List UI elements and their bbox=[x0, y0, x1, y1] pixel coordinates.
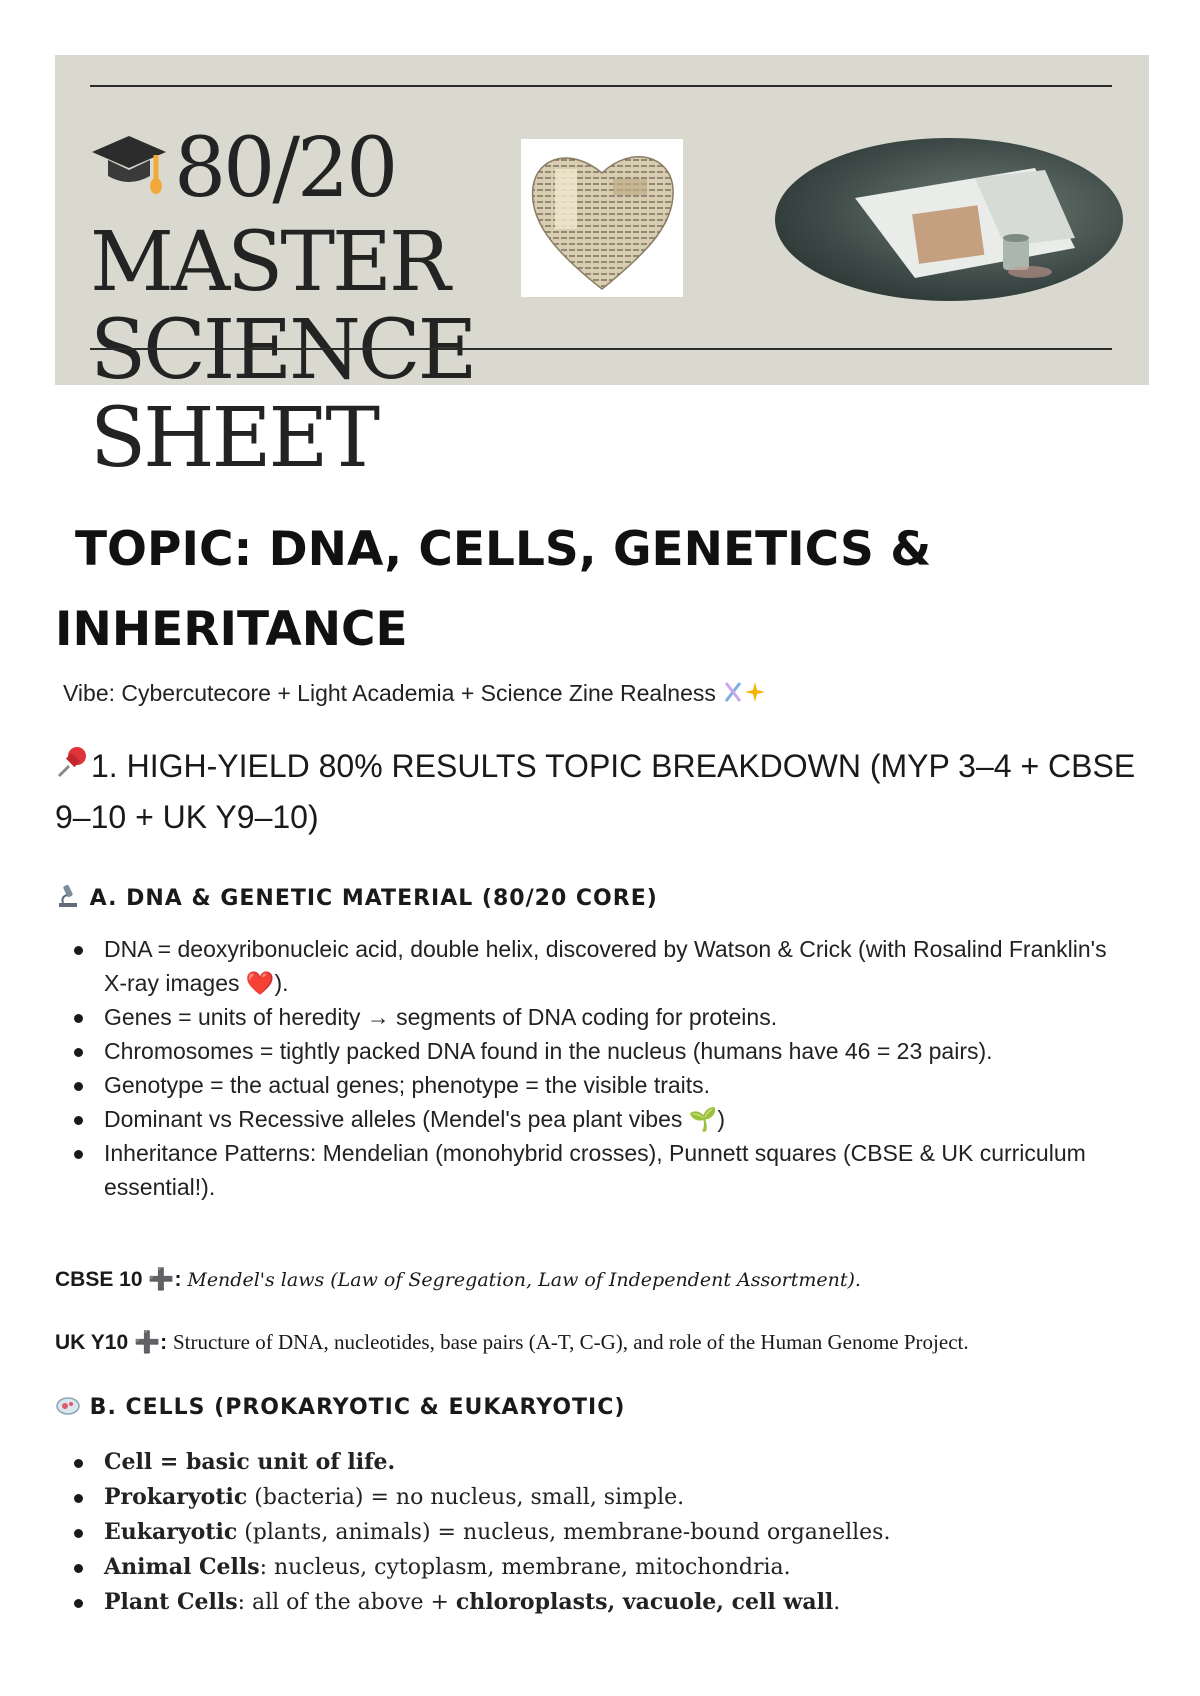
list-item: DNA = deoxyribonucleic acid, double helix, discovered by Watson & Crick (with Rosalind Franklin's X-ray images ❤️). bbox=[72, 932, 1132, 1000]
desk-photo bbox=[775, 138, 1123, 301]
vibe-line: Vibe: Cybercutecore + Light Academia + Science Zine Realness bbox=[63, 680, 766, 709]
list-item: Eukaryotic (plants, animals) = nucleus, membrane-bound organelles. bbox=[72, 1515, 1132, 1550]
cbse-note bbox=[55, 1268, 861, 1292]
list-item: Chromosomes = tightly packed DNA found in the nucleus (humans have 46 = 23 pairs). bbox=[72, 1034, 1132, 1068]
petri-dish-icon bbox=[55, 1392, 81, 1424]
header-banner bbox=[55, 55, 1149, 486]
section-b-heading: B. CELLS (PROKARYOTIC & EUKARYOTIC) bbox=[55, 1392, 625, 1424]
topic-line-1: TOPIC: DNA, CELLS, GENETICS & bbox=[75, 522, 932, 577]
list-item: Animal Cells: nucleus, cytoplasm, membrane, mitochondria. bbox=[72, 1550, 1132, 1585]
list-item: Genotype = the actual genes; phenotype = the visible traits. bbox=[72, 1068, 1132, 1102]
bottom-rule bbox=[90, 348, 1112, 350]
uk-label: UK Y10 ➕: bbox=[55, 1331, 168, 1354]
sparkles-icon bbox=[744, 681, 766, 709]
list-item: Prokaryotic (bacteria) = no nucleus, small, simple. bbox=[72, 1480, 1132, 1515]
topic-heading bbox=[55, 510, 1105, 670]
list-item: Cell = basic unit of life. bbox=[72, 1445, 1132, 1480]
list-item: Genes = units of heredity → segments of DNA coding for proteins. bbox=[72, 1000, 1132, 1034]
list-item: Inheritance Patterns: Mendelian (monohybrid crosses), Punnett squares (CBSE & UK curriculum essential!). bbox=[72, 1136, 1132, 1204]
graduation-cap-icon bbox=[90, 130, 168, 219]
title-line-2: SCIENCE SHEET bbox=[90, 303, 475, 486]
uk-note bbox=[55, 1330, 969, 1355]
title-line-1: 80/20 MASTER bbox=[90, 121, 448, 310]
cbse-text: Mendel's laws (Law of Segregation, Law of Independent Assortment). bbox=[187, 1269, 861, 1291]
uk-text: Structure of DNA, nucleotides, base pairs (A-T, C-G), and role of the Human Genome Project. bbox=[172, 1330, 969, 1354]
list-item: Dominant vs Recessive alleles (Mendel's pea plant vibes 🌱) bbox=[72, 1102, 1132, 1136]
cells-bullet-list bbox=[72, 1445, 1132, 1620]
dna-icon bbox=[722, 681, 744, 709]
pushpin-icon bbox=[55, 744, 91, 793]
topic-line-2: INHERITANCE bbox=[55, 602, 408, 657]
top-rule bbox=[90, 85, 1112, 87]
list-item: Plant Cells: all of the above + chloroplasts, vacuole, cell wall. bbox=[72, 1585, 1132, 1620]
dna-bullet-list bbox=[72, 932, 1132, 1204]
section-1-heading: 1. HIGH-YIELD 80% RESULTS TOPIC BREAKDOWN (MYP 3–4 + CBSE 9–10 + UK Y9–10) bbox=[55, 742, 1145, 841]
newspaper-heart-image bbox=[521, 139, 683, 297]
cbse-label: CBSE 10 ➕: bbox=[55, 1268, 182, 1291]
section-a-heading: A. DNA & GENETIC MATERIAL (80/20 CORE) bbox=[55, 883, 658, 915]
microscope-icon bbox=[55, 883, 81, 915]
